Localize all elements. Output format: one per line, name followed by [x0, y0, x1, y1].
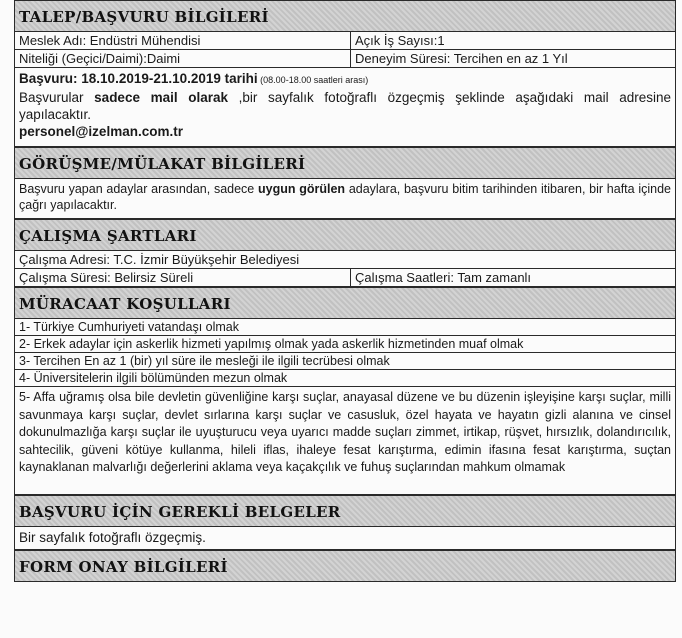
belgeler-text: Bir sayfalık fotoğraflı özgeçmiş.: [15, 527, 675, 550]
calisma-sure-row: [15, 269, 675, 287]
mail-text-post: ,bir sayfalık fotoğraflı özgeçmiş şeklinde aşağıdaki mail adresine yapılacaktır.: [19, 90, 672, 122]
gorusme-text-bold: uygun görülen: [258, 182, 346, 196]
gorusme-text-pre: Başvuru yapan adaylar arasından, sadece: [19, 182, 258, 196]
basvuru-dates: 18.10.2019-21.10.2019 tarihi: [81, 71, 258, 86]
muracaat-item-2: 2- Erkek adaylar için askerlik hizmeti yapılmış olmak yada askerlik hizmetinden muaf olmak: [15, 336, 675, 353]
deneyim-suresi: Deneyim Süresi: Tercihen en az 1 Yıl: [355, 51, 568, 66]
basvuru-block: [15, 68, 675, 147]
mail-text-pre: Başvurular: [19, 90, 95, 105]
section-header-talep: TALEP/BAŞVURU BİLGİLERİ: [15, 0, 675, 32]
basvuru-hours: (08.00-18.00 saatleri arası): [257, 75, 369, 85]
gorusme-text: [15, 179, 675, 219]
niteligi: Niteliği (Geçici/Daimi):Daimi: [15, 50, 351, 67]
meslek-row: [15, 32, 675, 50]
basvuru-dates-line: [19, 70, 671, 89]
section-header-form-onay: FORM ONAY BİLGİLERİ: [15, 550, 675, 582]
section-header-calisma: ÇALIŞMA ŞARTLARI: [15, 219, 675, 251]
muracaat-item-5: 5- Affa uğramış olsa bile devletin güvenliğine karşı suçlar, anayasal düzene ve bu düzenin işleyişine karşı suçlar, milli savunmaya karşı suçlar, devlet sırlarına karşı suçlar ve casusluk, özel hayata ve hayatın gizli alanına ve cinsel dokunulmazlığa karşı suçlar ile uyuşturucu veya uyarıcı madde suçları zimmet, irtikap, rüşvet, hırsızlık, dolandırıcılık, sahtecilik, güveni kötüye kullanma, hileli iflas, ihaleye fesat karıştırma, edimin ifasına fesat karıştırma, suçtan kaynaklanan malvarlığı değerlerini aklama veya kaçakçılık ve fuhuş suçlarından mahkum olmamak: [15, 387, 675, 495]
calisma-suresi: Çalışma Süresi: Belirsiz Süreli: [15, 269, 351, 286]
section-header-muracaat: MÜRACAAT KOŞULLARI: [15, 287, 675, 319]
calisma-adres-row: [15, 251, 675, 269]
section-header-gorusme: GÖRÜŞME/MÜLAKAT BİLGİLERİ: [15, 147, 675, 179]
calisma-saatleri: Çalışma Saatleri: Tam zamanlı: [355, 270, 532, 285]
section-header-belgeler: BAŞVURU İÇİN GEREKLİ BELGELER: [15, 495, 675, 527]
basvuru-mail-info: [19, 89, 671, 123]
nitelik-row: [15, 50, 675, 68]
muracaat-item-4: 4- Üniversitelerin ilgili bölümünden mezun olmak: [15, 370, 675, 387]
acik-is-sayisi: Açık İş Sayısı:1: [355, 33, 445, 48]
meslek-adi: Meslek Adı: Endüstri Mühendisi: [15, 32, 351, 49]
job-posting-form: [14, 0, 676, 582]
calisma-adresi: Çalışma Adresi: T.C. İzmir Büyükşehir Belediyesi: [19, 252, 300, 267]
muracaat-item-1: 1- Türkiye Cumhuriyeti vatandaşı olmak: [15, 319, 675, 336]
gorusme-text-post: adaylara, başvuru bitim tarihinden itibaren, bir hafta içinde çağrı yapılacaktır.: [19, 182, 672, 212]
basvuru-label: Başvuru:: [19, 71, 82, 86]
muracaat-item-3: 3- Tercihen En az 1 (bir) yıl süre ile mesleği ile ilgili tecrübesi olmak: [15, 353, 675, 370]
email-address[interactable]: personel@izelman.com.tr: [19, 124, 183, 139]
mail-text-bold: sadece mail olarak: [94, 90, 229, 105]
